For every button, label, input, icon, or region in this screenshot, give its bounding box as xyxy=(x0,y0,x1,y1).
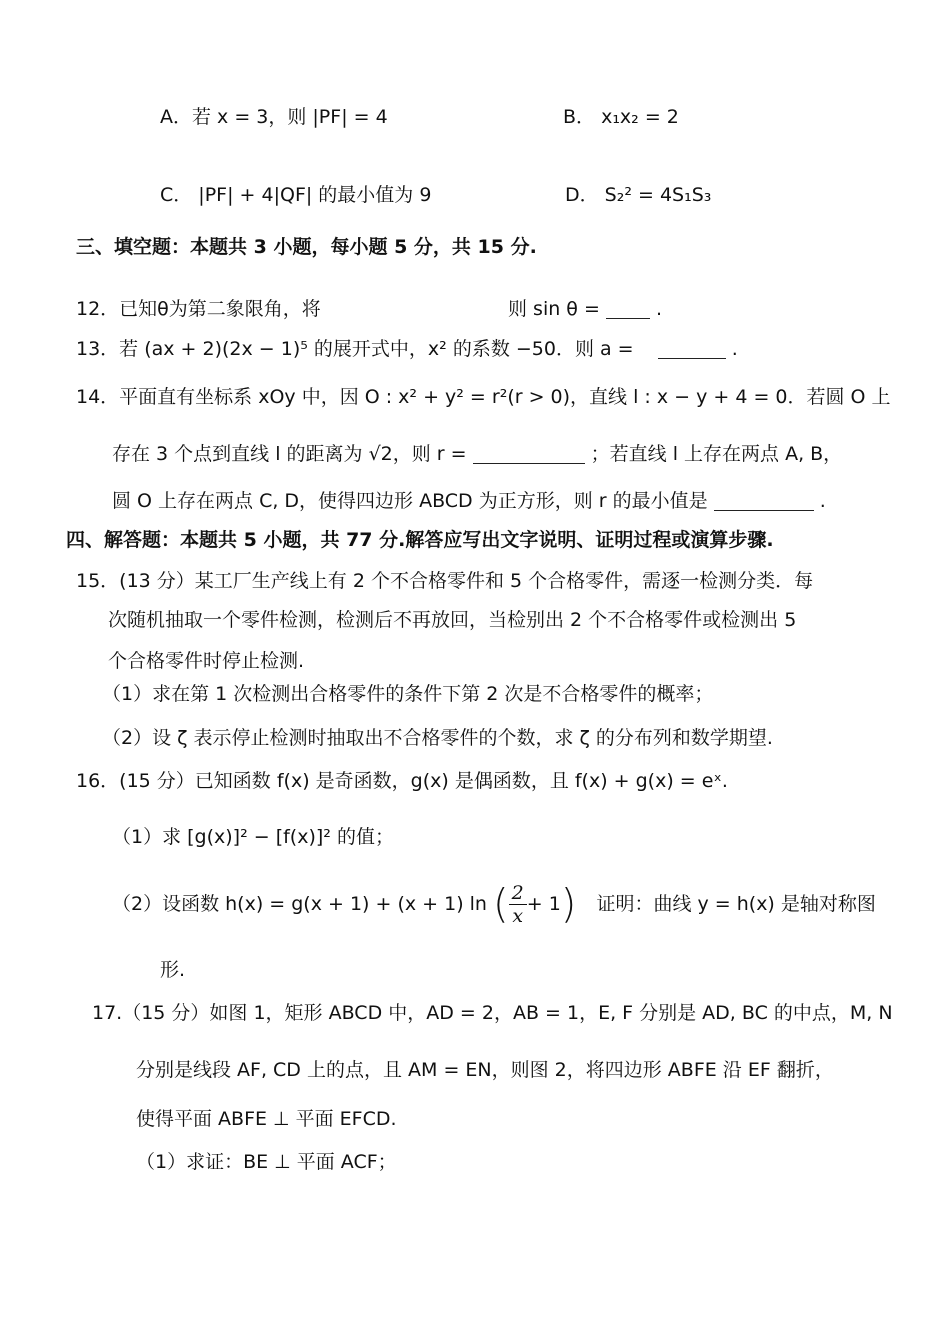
q16-part2 xyxy=(112,876,876,933)
q17-line1: 17.（15 分）如图 1，矩形 ABCD 中，AD = 2，AB = 1，E, F 分别是 AD, BC 的中点，M, N xyxy=(92,1002,893,1024)
q16-part2a: （2）设函数 h(x) = g(x + 1) + (x + 1) ln xyxy=(112,893,487,915)
q17-part1: （1）求证：BE ⊥ 平面 ACF； xyxy=(136,1151,397,1173)
q14-line3end: . xyxy=(819,490,826,512)
option-c: C． |PF| + 4|QF| 的最小值为 9 xyxy=(160,184,432,206)
q15-part2: （2）设 ζ 表示停止检测时抽取出不合格零件的个数，求 ζ 的分布列和数学期望. xyxy=(102,727,773,749)
section3-title: 三、填空题：本题共 3 小题，每小题 5 分，共 15 分. xyxy=(76,236,537,258)
q15-part1: （1）求在第 1 次检测出合格零件的条件下第 2 次是不合格零件的概率； xyxy=(102,683,714,705)
section4-title: 四、解答题：本题共 5 小题，共 77 分.解答应写出文字说明、证明过程或演算步骤. xyxy=(66,529,774,551)
option-d: D． S₂² = 4S₁S₃ xyxy=(565,184,712,206)
q16-part2c: 证明：曲线 y = h(x) 是轴对称图 xyxy=(596,893,876,915)
q14-line3a: 圆 O 上存在两点 C, D，使得四边形 ABCD 为正方形，则 r 的最小值是 xyxy=(112,490,708,512)
q17-line3: 使得平面 ABFE ⊥ 平面 EFCD. xyxy=(136,1108,397,1130)
q16-frac-num: 2 xyxy=(509,882,527,905)
q16-frac-den: x xyxy=(512,905,524,927)
q12-text2 xyxy=(508,296,662,322)
q12-end: . xyxy=(655,298,663,320)
q13-line xyxy=(76,336,738,362)
left-paren: ( xyxy=(493,881,509,928)
q13-answer-blank[interactable] xyxy=(658,338,726,359)
q12-text: 12．已知θ为第二象限角，将 xyxy=(76,298,321,320)
q14-line3 xyxy=(112,488,826,514)
right-paren: ) xyxy=(560,881,577,928)
q17-line2: 分别是线段 AF, CD 上的点，且 AM = EN，则图 2，将四边形 ABFE 沿 EF 翻折， xyxy=(136,1059,834,1081)
q16-fraction xyxy=(509,882,527,927)
q16-line1: 16．(15 分）已知函数 f(x) 是奇函数，g(x) 是偶函数，且 f(x) + g(x) = eˣ. xyxy=(76,770,728,792)
q14-line2a: 存在 3 个点到直线 l 的距离为 √2，则 r = xyxy=(112,443,467,465)
q14-line2b: ；若直线 l 上存在两点 A, B， xyxy=(590,443,843,465)
option-b: B． x₁x₂ = 2 xyxy=(563,106,679,128)
q16-part1: （1）求 [g(x)]² − [f(x)]² 的值； xyxy=(112,826,394,848)
q15-line1: 15．(13 分）某工厂生产线上有 2 个不合格零件和 5 个合格零件，需逐一检测分类．每 xyxy=(76,570,814,592)
q12-answer-blank[interactable] xyxy=(606,298,650,319)
q12-text2-label: 则 sin θ = xyxy=(508,298,600,320)
q15-line3: 个合格零件时停止检测. xyxy=(108,650,305,672)
q13-end: . xyxy=(731,338,738,360)
q16-part2d: 形. xyxy=(160,959,186,981)
q14-line2 xyxy=(112,441,842,467)
option-a: A．若 x = 3，则 |PF| = 4 xyxy=(160,106,388,128)
q14-answer-blank-1[interactable] xyxy=(473,443,585,464)
q15-line2: 次随机抽取一个零件检测，检测后不再放回，当检别出 2 个不合格零件或检测出 5 xyxy=(108,609,797,631)
q16-part2b: + 1 xyxy=(526,893,561,915)
q14-answer-blank-2[interactable] xyxy=(714,490,814,511)
q13-text: 13．若 (ax + 2)(2x − 1)⁵ 的展开式中，x² 的系数 −50．则 a = xyxy=(76,338,634,360)
q14-line1: 14．平面直有坐标系 xOy 中，因 O : x² + y² = r²(r > 0)，直线 l : x − y + 4 = 0．若圆 O 上 xyxy=(76,386,891,408)
